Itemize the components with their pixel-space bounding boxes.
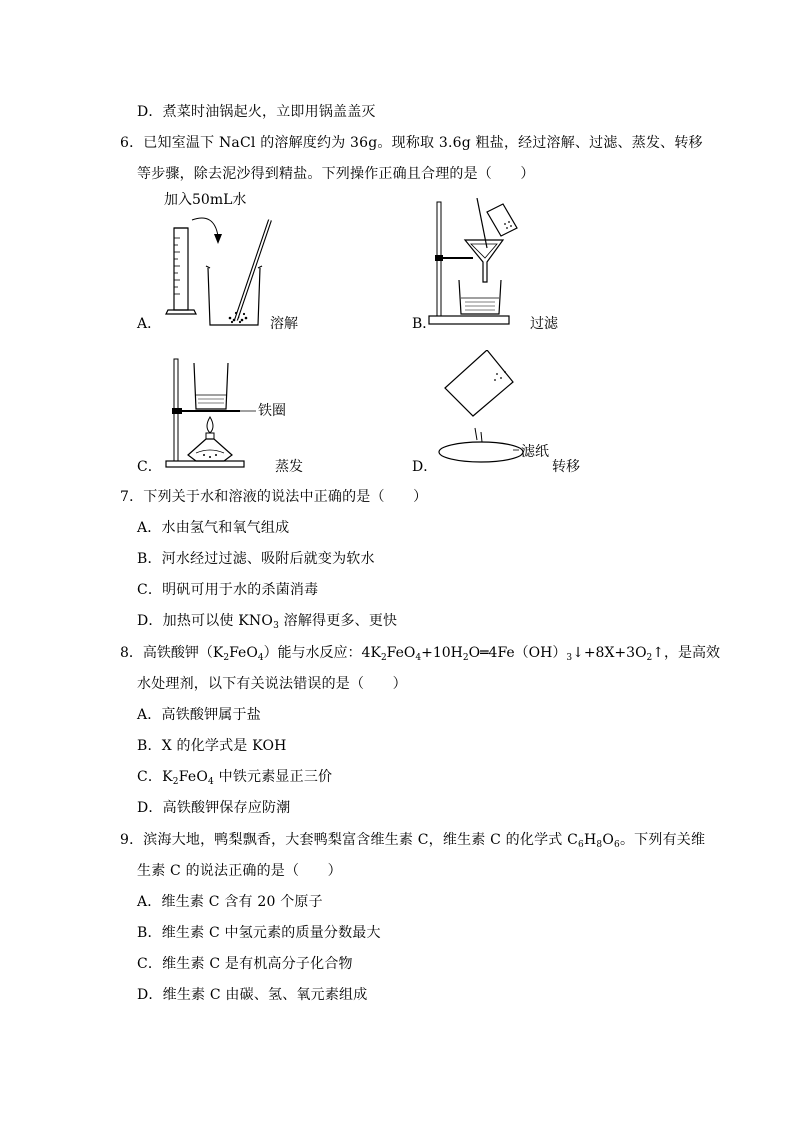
- q8-option-c-sub-2: 4: [208, 777, 214, 787]
- q9-text-3: O: [602, 832, 615, 848]
- figure-d-letter[interactable]: D．: [412, 459, 438, 475]
- q7-option-d-text: D．加热可以使 KNO: [137, 613, 274, 629]
- q6-stem-line1: 6．已知室温下 NaCl 的溶解度约为 36g。现称取 3.6g 粗盐，经过溶解、过滤、蒸发、转移: [120, 135, 703, 151]
- figure-b-filtration: [425, 198, 535, 330]
- q8-sub-2: 4: [257, 653, 264, 663]
- q8-option-d[interactable]: D．高铁酸钾保存应防潮: [137, 800, 291, 816]
- q8-sub-6: 3: [566, 653, 573, 663]
- q7-stem: 7．下列关于水和溶液的说法中正确的是（ ）: [120, 489, 428, 505]
- q8-text-4: FeO: [386, 645, 416, 661]
- q8-text-2: FeO: [229, 645, 258, 661]
- q8-sub-7: 2: [646, 653, 653, 663]
- q6-stem-line2: 等步骤，除去泥沙得到精盐。下列操作正确且合理的是（ ）: [137, 166, 535, 182]
- q9-option-b[interactable]: B．维生素 C 中氢元素的质量分数最大: [137, 925, 381, 941]
- q8-stem-line2: 水处理剂，以下有关说法错误的是（ ）: [137, 676, 407, 692]
- figure-c-annotation: 铁圈: [258, 403, 286, 419]
- q8-option-c-text: C．K: [137, 769, 173, 785]
- q9-sub-2: 8: [596, 840, 603, 850]
- q8-option-c-sub-1: 2: [172, 777, 179, 787]
- q9-stem-line1: [120, 830, 705, 850]
- filtration-apparatus-diagram: [425, 198, 535, 330]
- q9-text-1: 9．滨海大地，鸭梨飘香，大套鸭梨富含维生素 C，维生素 C 的化学式 C: [120, 832, 579, 848]
- q7-option-d-text-end: 溶解得更多、更快: [279, 613, 398, 629]
- q9-stem-line2: 生素 C 的说法正确的是（ ）: [137, 863, 342, 879]
- q7-option-a[interactable]: A．水由氢气和氧气组成: [137, 520, 290, 536]
- transfer-apparatus-diagram: [435, 350, 585, 468]
- q9-option-c[interactable]: C．维生素 C 是有机高分子化合物: [137, 956, 353, 972]
- q9-sub-3: 6: [614, 840, 620, 850]
- q8-text-6: O═4Fe（OH）: [468, 645, 567, 661]
- figure-a-letter[interactable]: A．: [137, 316, 162, 332]
- q9-option-d[interactable]: D．维生素 C 由碳、氢、氧元素组成: [137, 987, 368, 1003]
- q8-option-c-text-mid: FeO: [178, 769, 209, 785]
- q8-option-c-text-end: 中铁元素显正三价: [213, 769, 333, 785]
- figure-a-label: 溶解: [270, 316, 298, 332]
- figure-d-annotation: 滤纸: [521, 444, 549, 460]
- figure-a-annotation: 加入50mL水: [164, 192, 247, 208]
- q9-text-2: H: [583, 832, 597, 848]
- q8-sub-3: 2: [380, 653, 387, 663]
- q5-option-d[interactable]: D．煮菜时油锅起火，立即用锅盖盖灭: [137, 104, 376, 120]
- q9-text-4: 。下列有关维: [619, 832, 706, 848]
- q8-text-5: +10H: [421, 645, 463, 661]
- q7-option-d-subscript: 3: [273, 621, 279, 631]
- q7-option-c[interactable]: C．明矾可用于水的杀菌消毒: [137, 582, 319, 598]
- q8-option-a[interactable]: A．高铁酸钾属于盐: [137, 707, 261, 723]
- q8-option-c[interactable]: [137, 767, 332, 787]
- figure-b-letter[interactable]: B．: [412, 316, 437, 332]
- q8-text-1: 8．高铁酸钾（K: [120, 645, 224, 661]
- figure-d-label: 转移: [552, 459, 580, 475]
- q8-option-b[interactable]: B．X 的化学式是 KOH: [137, 738, 287, 754]
- q8-text-8: ↑，是高效: [652, 645, 721, 661]
- figure-c-label: 蒸发: [275, 459, 303, 475]
- q8-stem-line1: [120, 643, 720, 663]
- q9-sub-1: 6: [578, 840, 584, 850]
- q8-text-3: ）能与水反应：4K: [263, 645, 381, 661]
- figure-c-evaporation: [160, 355, 290, 473]
- q9-option-a[interactable]: A．维生素 C 含有 20 个原子: [137, 894, 323, 910]
- figure-c-letter[interactable]: C．: [137, 459, 162, 475]
- q8-sub-5: 2: [462, 653, 469, 663]
- q7-option-d[interactable]: [137, 611, 397, 631]
- q8-text-7: ↓+8X+3O: [572, 645, 647, 661]
- figure-b-label: 过滤: [530, 316, 558, 332]
- q8-sub-4: 4: [415, 653, 422, 663]
- figure-d-transfer: [435, 350, 585, 468]
- q7-option-b[interactable]: B．河水经过过滤、吸附后就变为软水: [137, 551, 375, 567]
- q8-sub-1: 2: [223, 653, 230, 663]
